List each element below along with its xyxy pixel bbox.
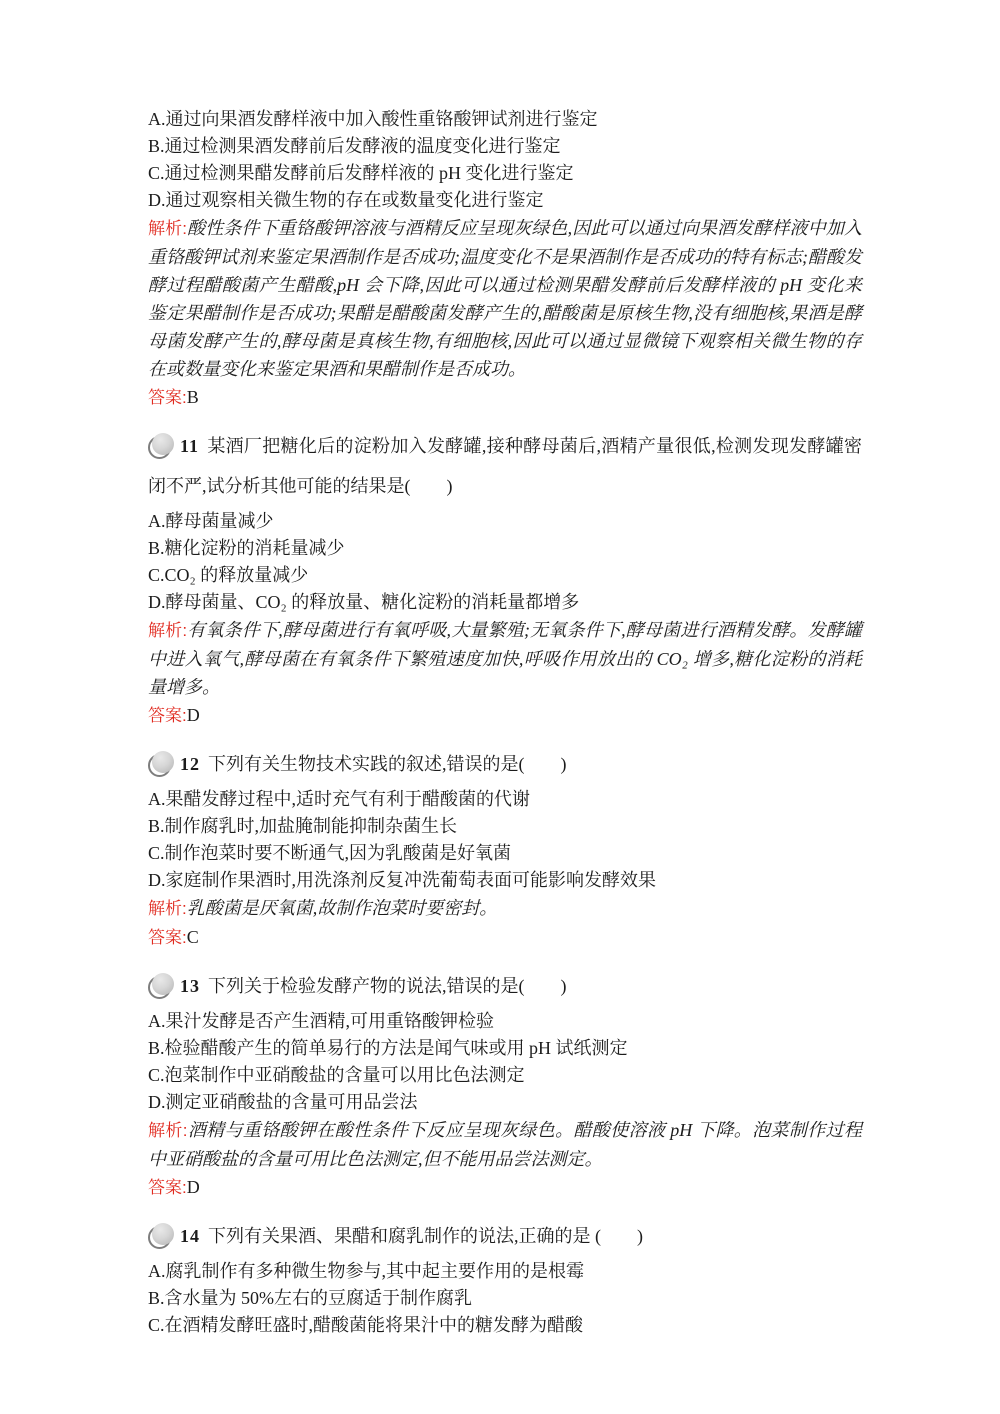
question-stem — [148, 1216, 862, 1256]
analysis-label: 解析: — [148, 621, 188, 640]
analysis-text: 有氧条件下,酵母菌进行有氧呼吸,大量繁殖;无氧条件下,酵母菌进行酒精发酵。发酵罐中进入氧气,酵母菌在有氧条件下繁殖速度加快,呼吸作用放出的 CO₂ 增多,糖化淀粉的消耗量增多。 — [148, 620, 862, 697]
sphere-bullet-icon — [148, 1223, 175, 1247]
question-option: B.含水量为 50%左右的豆腐适于制作腐乳 — [148, 1288, 472, 1308]
question-block-10 — [148, 106, 862, 412]
question-number: 11 — [180, 436, 200, 456]
question-option: C.制作泡菜时要不断通气,因为乳酸菌是好氧菌 — [148, 843, 512, 863]
question-option: D.家庭制作果酒时,用洗涤剂反复冲洗葡萄表面可能影响发酵效果 — [148, 870, 656, 890]
question-option: B.制作腐乳时,加盐腌制能抑制杂菌生长 — [148, 816, 458, 836]
answer-label: 答案: — [148, 388, 187, 407]
question-option: D.测定亚硝酸盐的含量可用品尝法 — [148, 1092, 418, 1112]
question-stem-text: 下列关于检验发酵产物的说法,错误的是( ) — [208, 976, 567, 996]
question-option: A.通过向果酒发酵样液中加入酸性重铬酸钾试剂进行鉴定 — [148, 109, 598, 129]
question-stem — [148, 966, 862, 1006]
answer-value: D — [186, 1177, 200, 1197]
question-stem-text: 下列有关生物技术实践的叙述,错误的是( ) — [208, 754, 567, 774]
question-option: D.通过观察相关微生物的存在或数量变化进行鉴定 — [148, 190, 544, 210]
sphere-bullet-icon — [148, 751, 175, 775]
question-option: A.果醋发酵过程中,适时充气有利于醋酸菌的代谢 — [148, 789, 530, 809]
question-number: 12 — [180, 754, 200, 774]
analysis-text: 酸性条件下重铬酸钾溶液与酒精反应呈现灰绿色,因此可以通过向果酒发酵样液中加入重铬酸钾试剂来鉴定果酒制作是否成功;温度变化不是果酒制作是否成功的特有标志;醋酸发酵过程醋酸菌产生醋酸,pH 会下降,因此可以通过检测果醋发酵前后发酵样液的 pH 变化来鉴定果醋制作是否成功;果醋是醋酸菌发酵产生的,醋酸菌是原核生物,没有细胞核,果酒是酵母菌发酵产生的,酵母菌是真核生物,有细胞核,因此可以通过显微镜下观察相关微生物的存在或数量变化来鉴定果酒和果醋制作是否成功。 — [148, 218, 862, 379]
question-option: B.检验醋酸产生的简单易行的方法是闻气味或用 pH 试纸测定 — [148, 1038, 628, 1058]
question-option: B.通过检测果酒发酵前后发酵液的温度变化进行鉴定 — [148, 136, 561, 156]
analysis-text: 酒精与重铬酸钾在酸性条件下反应呈现灰绿色。醋酸使溶液 pH 下降。泡菜制作过程中亚硝酸盐的含量可用比色法测定,但不能用品尝法测定。 — [148, 1120, 862, 1169]
question-option: D.酵母菌量、CO₂ 的释放量、糖化淀粉的消耗量都增多 — [148, 592, 580, 612]
answer-paragraph — [148, 383, 862, 412]
analysis-paragraph — [148, 894, 862, 923]
analysis-paragraph — [148, 616, 862, 701]
question-number: 13 — [180, 976, 200, 996]
question-block-14 — [148, 1216, 862, 1339]
sphere-bullet-icon — [148, 433, 175, 457]
answer-value: B — [186, 387, 199, 407]
answer-label: 答案: — [148, 1178, 187, 1197]
analysis-text: 乳酸菌是厌氧菌,故制作泡菜时要密封。 — [186, 898, 498, 918]
question-option: B.糖化淀粉的消耗量减少 — [148, 538, 345, 558]
analysis-paragraph — [148, 214, 862, 383]
answer-value: D — [186, 705, 200, 725]
question-option: A.腐乳制作有多种微生物参与,其中起主要作用的是根霉 — [148, 1261, 584, 1281]
answer-paragraph — [148, 923, 862, 952]
answer-paragraph — [148, 701, 862, 730]
question-stem — [148, 744, 862, 784]
question-option: C.通过检测果醋发酵前后发酵样液的 pH 变化进行鉴定 — [148, 163, 574, 183]
analysis-label: 解析: — [148, 219, 187, 238]
analysis-paragraph — [148, 1116, 862, 1173]
question-option: C.CO₂ 的释放量减少 — [148, 565, 309, 585]
question-option: C.泡菜制作中亚硝酸盐的含量可以用比色法测定 — [148, 1065, 525, 1085]
sphere-bullet-icon — [148, 973, 175, 997]
question-block-11 — [148, 426, 862, 730]
question-option: A.果汁发酵是否产生酒精,可用重铬酸钾检验 — [148, 1011, 494, 1031]
question-stem — [148, 426, 862, 506]
answer-label: 答案: — [148, 706, 187, 725]
question-option: C.在酒精发酵旺盛时,醋酸菌能将果汁中的糖发酵为醋酸 — [148, 1315, 584, 1335]
question-block-13 — [148, 966, 862, 1202]
answer-label: 答案: — [148, 928, 187, 947]
question-block-12 — [148, 744, 862, 952]
question-option: A.酵母菌量减少 — [148, 511, 274, 531]
answer-value: C — [186, 927, 199, 947]
question-stem-text: 下列有关果酒、果醋和腐乳制作的说法,正确的是 ( ) — [208, 1226, 643, 1246]
analysis-label: 解析: — [148, 1121, 188, 1140]
question-number: 14 — [180, 1226, 200, 1246]
analysis-label: 解析: — [148, 899, 187, 918]
answer-paragraph — [148, 1173, 862, 1202]
question-stem-text: 某酒厂把糖化后的淀粉加入发酵罐,接种酵母菌后,酒精产量很低,检测发现发酵罐密闭不严,试分析其他可能的结果是( ) — [148, 436, 862, 496]
